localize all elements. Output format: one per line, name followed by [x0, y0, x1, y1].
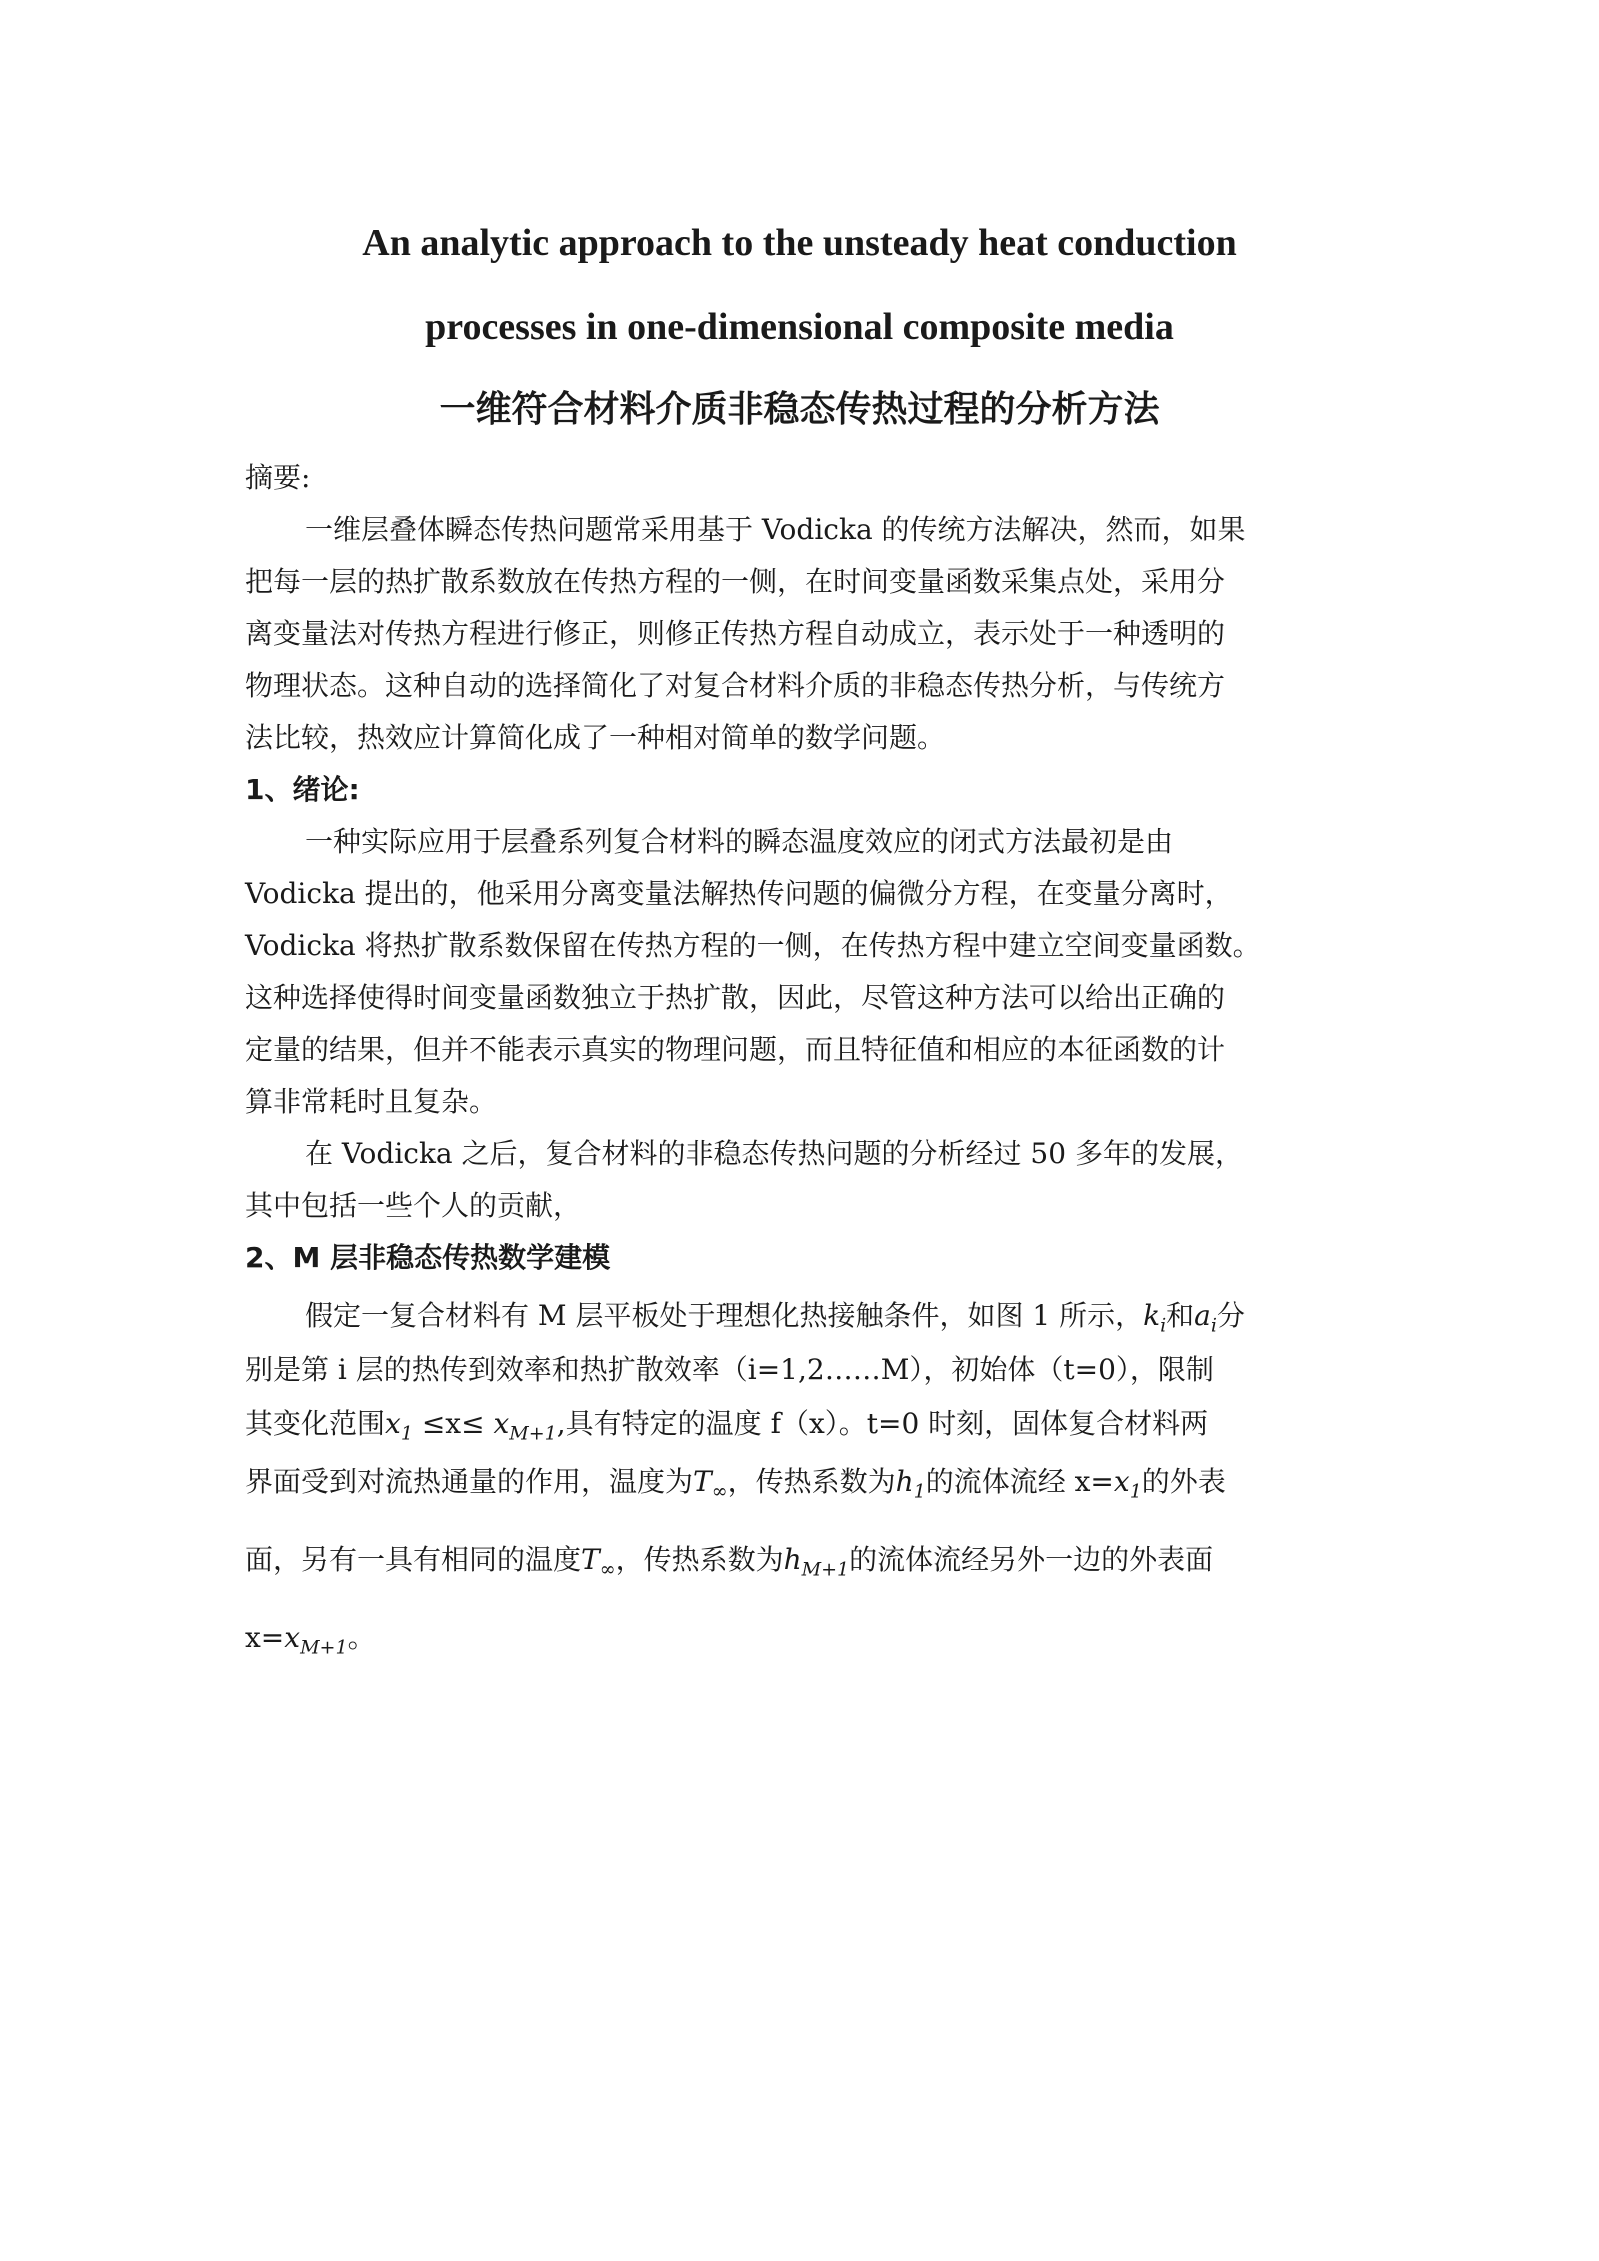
- abstract-line: 法比较，热效应计算简化成了一种相对简单的数学问题。: [245, 721, 946, 754]
- section-2-line-5: 面，另有一具有相同的温度$T_\infty$，传热系数为$h_{M+1}$的流体流经另外一边的外表面: [245, 1543, 1214, 1581]
- abstract-line: 离变量法对传热方程进行修正，则修正传热方程自动成立，表示处于一种透明的: [245, 617, 1226, 650]
- section-2-line-3: 其变化范围$x_1 \le x\le x_{M+1}$,具有特定的温度 f（x）。t=0 时刻，固体复合材料两: [245, 1407, 1209, 1445]
- section-2-heading: 2、M 层非稳态传热数学建模: [245, 1241, 611, 1274]
- section-1-line: Vodicka 将热扩散系数保留在传热方程的一侧，在传热方程中建立空间变量函数。: [245, 929, 1261, 962]
- title-english-line-2: processes in one-dimensional composite media: [425, 306, 1174, 348]
- section-1-line: 算非常耗时且复杂。: [245, 1085, 498, 1118]
- section-2-line-6: $x=x_{M+1}$。: [245, 1621, 376, 1659]
- section-1-heading: 1、绪论:: [245, 773, 360, 806]
- abstract-line: 把每一层的热扩散系数放在传热方程的一侧，在时间变量函数采集点处，采用分: [245, 565, 1226, 598]
- section-2-line-1: 假定一复合材料有 M 层平板处于理想化热接触条件，如图 1 所示，$k_i$和$a_i$分: [305, 1299, 1245, 1337]
- abstract-line: 物理状态。这种自动的选择简化了对复合材料介质的非稳态传热分析，与传统方: [245, 669, 1226, 702]
- section-1-line: Vodicka 提出的，他采用分离变量法解热传问题的偏微分方程，在变量分离时，: [245, 877, 1233, 910]
- section-1-line: 其中包括一些个人的贡献，: [245, 1189, 582, 1222]
- section-1-line: 这种选择使得时间变量函数独立于热扩散，因此，尽管这种方法可以给出正确的: [245, 981, 1226, 1014]
- section-1-line: 一种实际应用于层叠系列复合材料的瞬态温度效应的闭式方法最初是由: [305, 825, 1174, 858]
- title-english-line-1: An analytic approach to the unsteady heat conduction: [362, 222, 1237, 264]
- section-1-line: 在 Vodicka 之后，复合材料的非稳态传热问题的分析经过 50 多年的发展，: [305, 1137, 1243, 1170]
- section-2-line-4: 界面受到对流热通量的作用，温度为$T_\infty$，传热系数为$h_1$的流体流经 $x=x_1$的外表: [245, 1465, 1226, 1503]
- section-1-line: 定量的结果，但并不能表示真实的物理问题，而且特征值和相应的本征函数的计: [245, 1033, 1226, 1066]
- title-chinese: 一维符合材料介质非稳态传热过程的分析方法: [439, 389, 1160, 430]
- abstract-label: 摘要:: [245, 461, 311, 494]
- section-2-line-2: 别是第 i 层的热传到效率和热扩散效率（i=1,2……M），初始体（t=0），限制: [245, 1353, 1214, 1386]
- abstract-line: 一维层叠体瞬态传热问题常采用基于 Vodicka 的传统方法解决，然而，如果: [305, 513, 1246, 546]
